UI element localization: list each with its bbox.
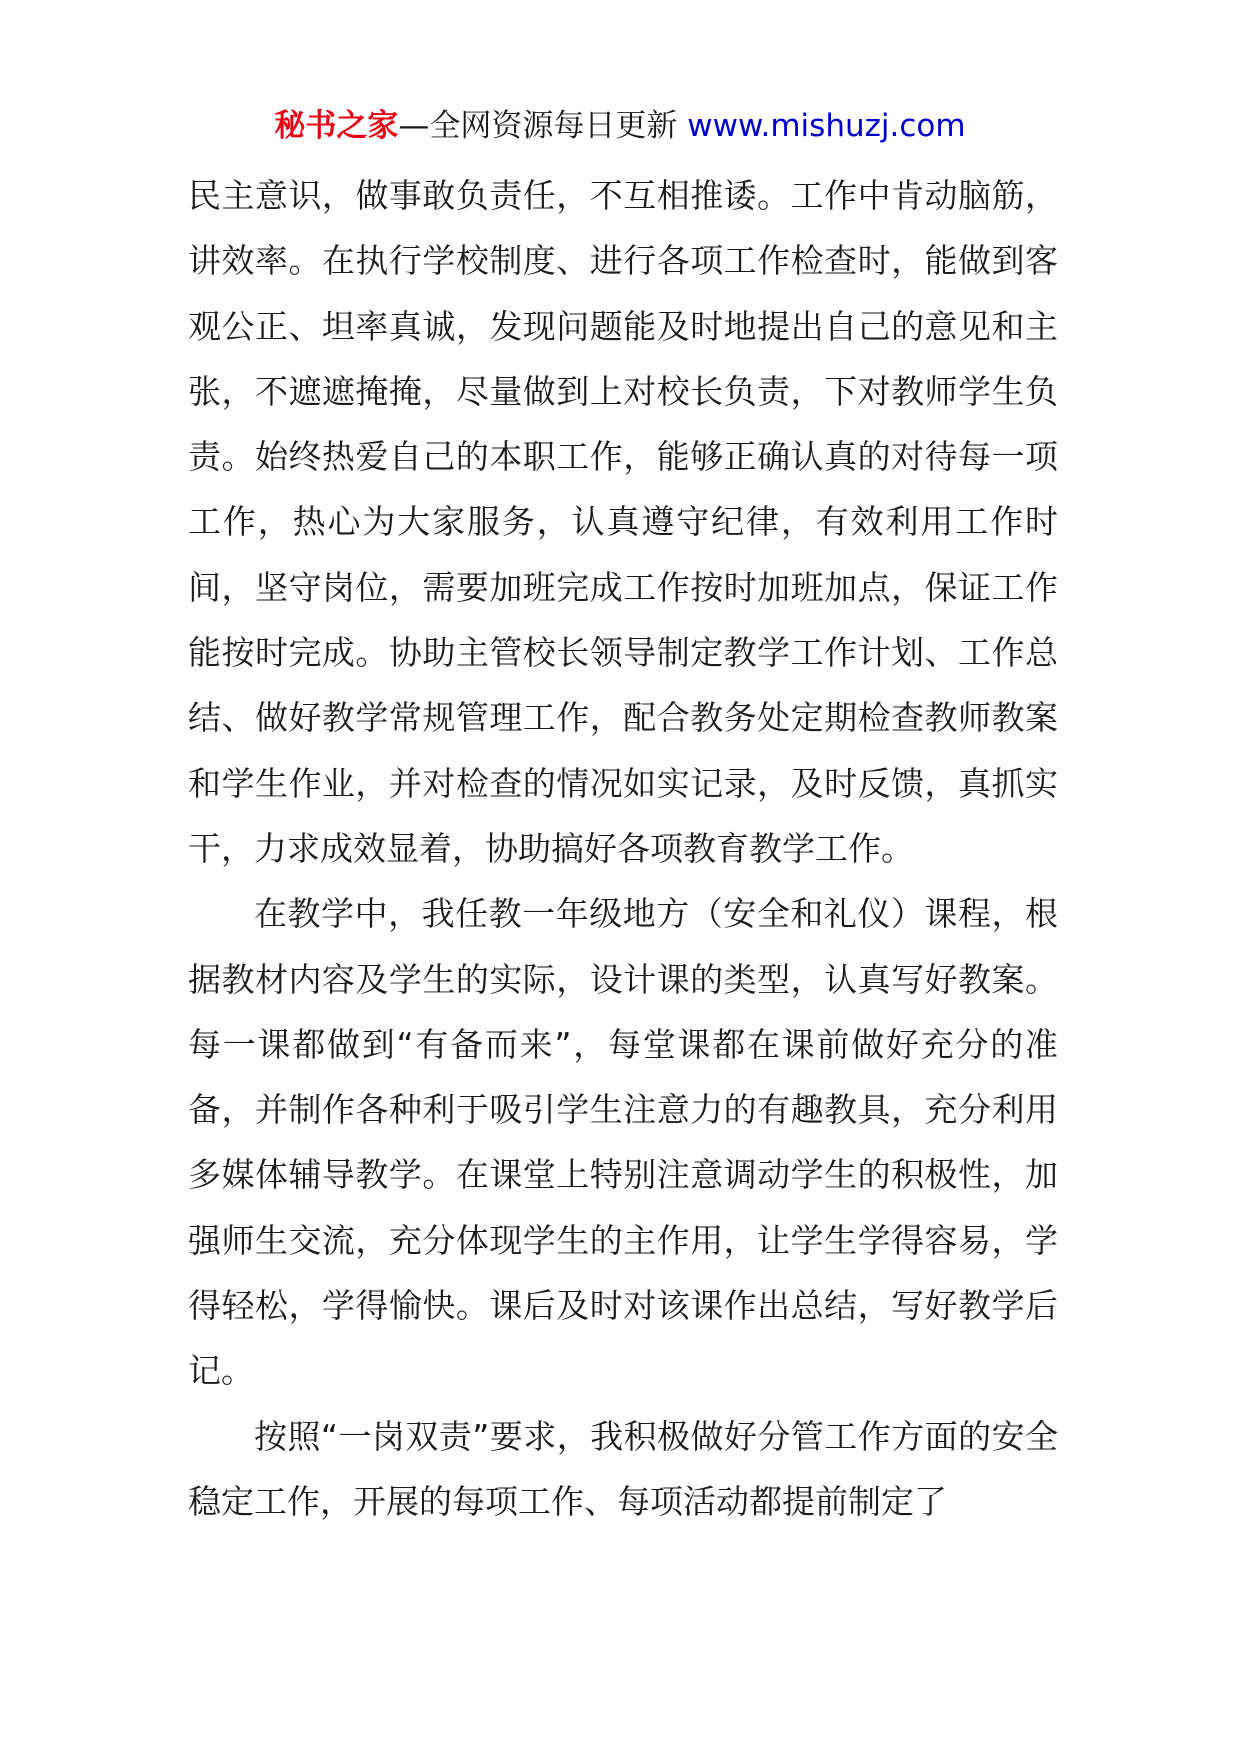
page-header	[0, 104, 1240, 148]
brand-name: 秘书之家	[274, 108, 399, 144]
document-body	[188, 163, 1058, 1534]
header-tagline: —全网资源每日更新	[398, 108, 678, 144]
paragraph-3: 按照“一岗双责”要求，我积极做好分管工作方面的安全稳定工作，开展的每项工作、每项活动都提前制定了	[188, 1416, 1058, 1521]
paragraph-1: 民主意识，做事敢负责任，不互相推诿。工作中肯动脑筋，讲效率。在执行学校制度、进行各项工作检查时，能做到客观公正、坦率真诚，发现问题能及时地提出自己的意见和主张，不遮遮掩掩，尽量做到上对校长负责，下对教师学生负责。始终热爱自己的本职工作，能够正确认真的对待每一项工作，热心为大家服务，认真遵守纪律，有效利用工作时间，坚守岗位，需要加班完成工作按时加班加点，保证工作能按时完成。协助主管校长领导制定教学工作计划、工作总结、做好教学常规管理工作，配合教务处定期检查教师教案和学生作业，并对检查的情况如实记录，及时反馈，真抓实干，力求成效显着，协助搞好各项教育教学工作。	[188, 176, 1058, 868]
paragraph-2: 在教学中，我任教一年级地方（安全和礼仪）课程，根据教材内容及学生的实际，设计课的类型，认真写好教案。每一课都做到“有备而来”，每堂课都在课前做好充分的准备，并制作各种利于吸引学生注意力的有趣教具，充分利用多媒体辅导教学。在课堂上特别注意调动学生的积极性，加强师生交流，充分体现学生的主作用，让学生学得容易，学得轻松，学得愉快。课后及时对该课作出总结，写好教学后记。	[188, 894, 1058, 1391]
site-url-link[interactable]: www.mishuzj.com	[687, 108, 966, 144]
